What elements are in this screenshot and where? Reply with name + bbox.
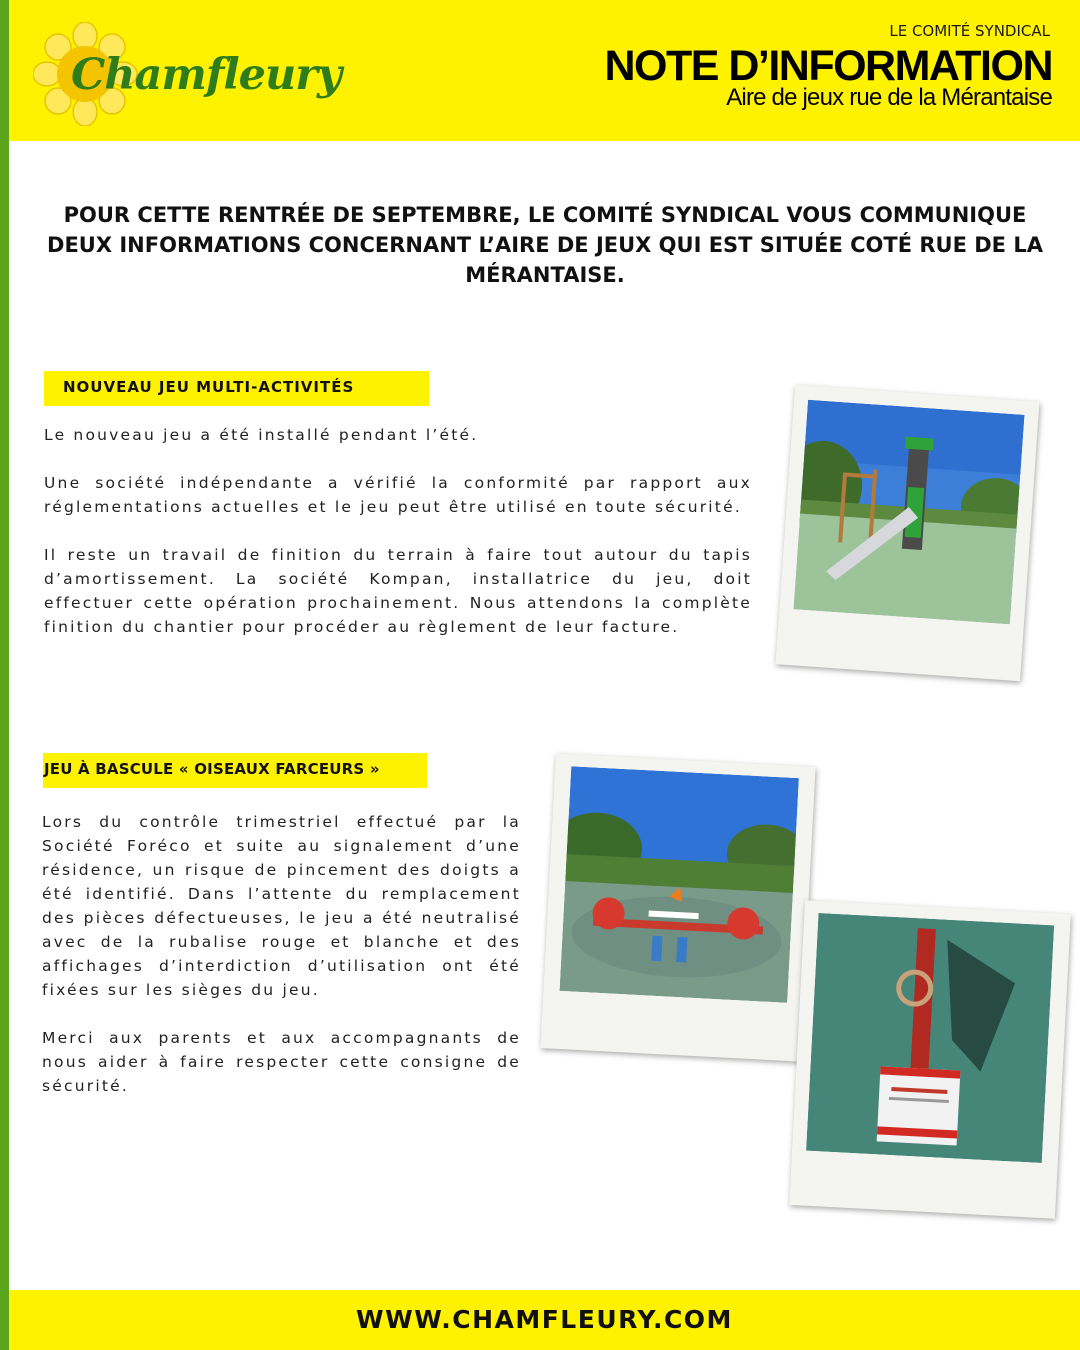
paragraph: Lors du contrôle trimestriel effectué par la Société Foréco et suite au signalement d’une résidence, un risque de pincement des doigts a été identifié. Dans l’attente du remplacement des pièces défectueuses, le jeu a été neutralisé avec de la rubalise rouge et blanche et des affichages d’interdiction d’utilisation ont été fixées sur les sièges du jeu. bbox=[42, 813, 521, 999]
page-subtitle: Aire de jeux rue de la Mérantaise bbox=[726, 84, 1052, 111]
logo-wordmark: Chamfleury bbox=[71, 50, 341, 100]
photo-image bbox=[559, 766, 798, 1003]
paragraph: Merci aux parents et aux accompagnants de nous aider à faire respecter cette consigne de sécurité. bbox=[42, 1029, 521, 1095]
website-link[interactable]: WWW.CHAMFLEURY.COM bbox=[356, 1305, 733, 1334]
page-title: NOTE D’INFORMATION bbox=[604, 42, 1052, 90]
section-heading-new-game: NOUVEAU JEU MULTI-ACTIVITÉS bbox=[44, 371, 429, 406]
photo-warning-sign bbox=[789, 900, 1071, 1219]
photo-multi-activity-game bbox=[776, 385, 1040, 681]
photo-image bbox=[793, 400, 1024, 625]
header-kicker: LE COMITÉ SYNDICAL bbox=[889, 22, 1050, 40]
photo-image bbox=[806, 913, 1054, 1163]
paragraph: Une société indépendante a vérifié la conformité par rapport aux réglementations actuelles et le jeu peut être utilisé en toute sécurité. bbox=[44, 474, 752, 516]
left-accent-bar bbox=[0, 0, 9, 1350]
chamfleury-logo bbox=[33, 22, 341, 126]
section-body-seesaw bbox=[42, 810, 521, 1122]
header-banner bbox=[9, 0, 1080, 141]
photo-seesaw-park bbox=[540, 753, 815, 1061]
paragraph: Le nouveau jeu a été installé pendant l’été. bbox=[44, 426, 479, 444]
footer-banner bbox=[9, 1290, 1080, 1350]
section-body-new-game bbox=[44, 423, 752, 663]
section-heading-seesaw: JEU À BASCULE « OISEAUX FARCEURS » bbox=[43, 753, 427, 788]
intro-statement: POUR CETTE RENTRÉE DE SEPTEMBRE, LE COMITÉ SYNDICAL VOUS COMMUNIQUE DEUX INFORMATIONS CONCERNANT L’AIRE DE JEUX QUI EST SITUÉE COTÉ RUE DE LA MÉRANTAISE. bbox=[47, 203, 1043, 287]
paragraph: Il reste un travail de finition du terrain à faire tout autour du tapis d’amortissement. La société Kompan, installatrice du jeu, doit effectuer cette opération prochainement. Nous attendons la complète finition du chantier pour procéder au règlement de leur facture. bbox=[44, 546, 752, 636]
